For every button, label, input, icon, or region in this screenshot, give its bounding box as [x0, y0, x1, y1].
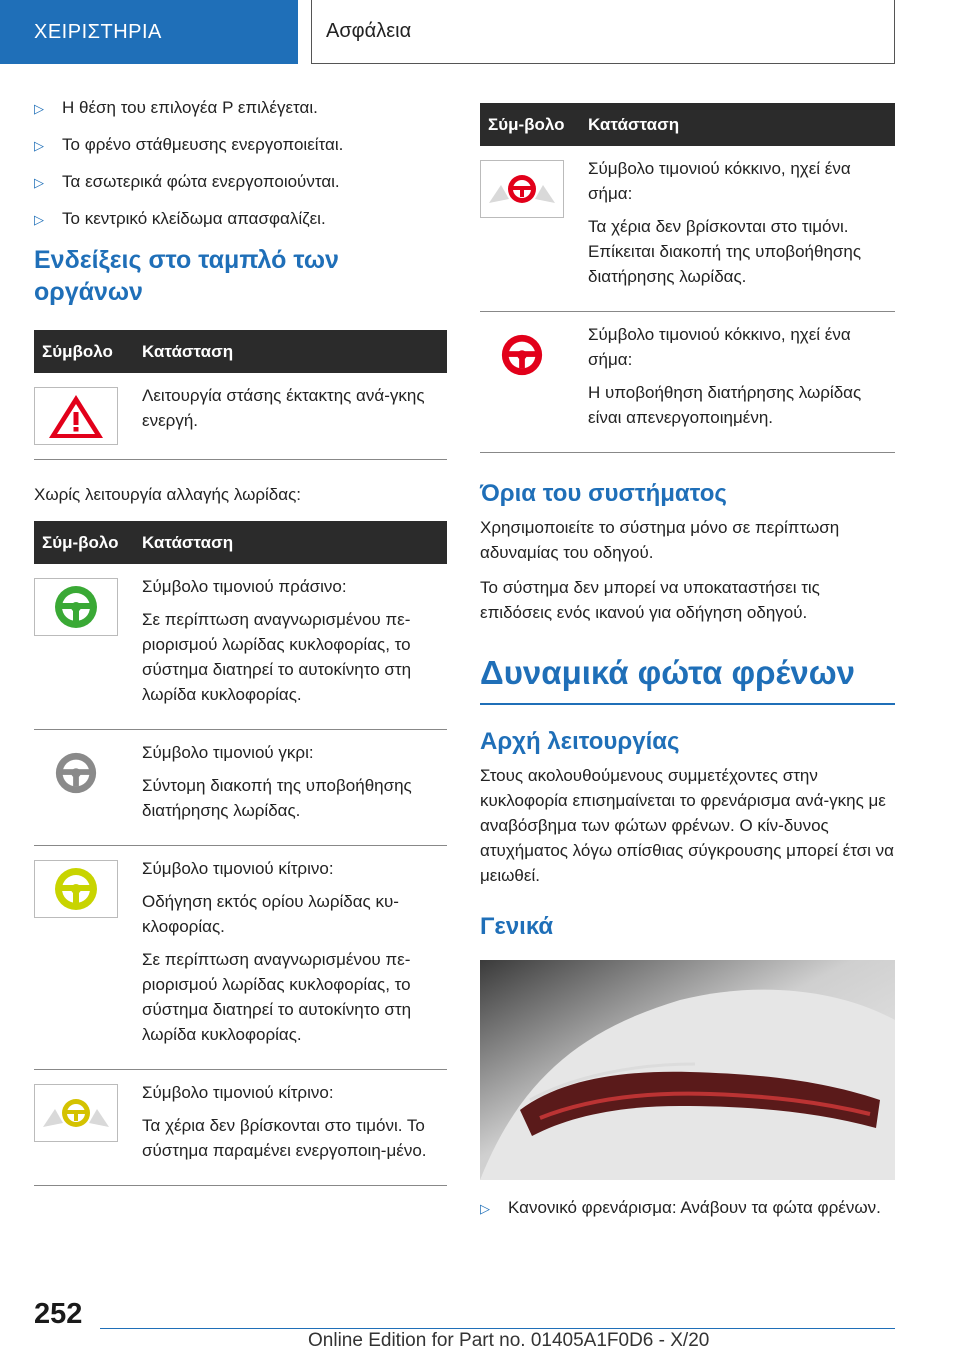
left-column [34, 96, 447, 1186]
table-row [34, 730, 447, 846]
table-row [34, 564, 447, 730]
symbol-table-red [480, 103, 895, 453]
state-text: Σε περίπτωση αναγνωρισμένου πε-ριορισμού λωρίδας κυκλοφορίας, το σύστημα διατηρεί το αυτοκίνητο στη λωρίδα κυκλοφορίας. [142, 950, 412, 1044]
triangle-bullet-icon: ▷ [34, 138, 44, 153]
table-header [480, 103, 895, 146]
bullet-item [34, 207, 447, 232]
state-text: Σύντομη διακοπή της υποβοήθησης διατήρησης λωρίδας. [142, 776, 412, 820]
bullet-item [34, 96, 447, 121]
bullet-text: Η θέση του επιλογέα P επιλέγεται. [62, 98, 318, 117]
bullet-text: Το κεντρικό κλείδωμα απασφαλίζει. [62, 209, 326, 228]
table-header [34, 330, 447, 373]
table-row [480, 312, 895, 453]
state-text: Τα χέρια δεν βρίσκονται στο τιμόνι. Το σύστημα παραμένει ενεργοποιη-μένο. [142, 1116, 427, 1160]
state-title: Σύμβολο τιμονιού κίτρινο: [142, 1083, 334, 1102]
table-row [34, 373, 447, 460]
state-text: Τα χέρια δεν βρίσκονται στο τιμόνι. Επίκειται διακοπή της υποβοήθησης διατήρησης λωρίδας. [588, 217, 862, 286]
col-symbol: Σύμβολο [34, 330, 134, 373]
table-row [480, 146, 895, 312]
bullet-item [34, 170, 447, 195]
bullet-text: Κανονικό φρενάρισμα: Ανάβουν τα φώτα φρένων. [508, 1198, 881, 1217]
right-column [480, 103, 895, 1233]
steering-wheel-yellow-icon [34, 860, 118, 918]
triangle-bullet-icon: ▷ [34, 175, 44, 190]
limits-paragraph-1: Χρησιμοποιείτε το σύστημα μόνο σε περίπτωση αδυναμίας του οδηγού. [480, 518, 840, 562]
edition-text: Online Edition for Part no. 01405A1F0D6 - X/20 [308, 1330, 710, 1351]
steering-wheel-hands-yellow-icon [34, 1084, 118, 1142]
section-title: ΧΕΙΡΙΣΤΗΡΙΑ [34, 20, 162, 43]
chapter-title: Ασφάλεια [326, 20, 412, 42]
triangle-bullet-icon: ▷ [480, 1201, 490, 1216]
brake-light-photo [480, 960, 895, 1180]
symbol-table-steering [34, 521, 447, 1186]
state-title: Σύμβολο τιμονιού κόκκινο, ηχεί ένα σήμα: [588, 325, 851, 369]
col-state: Κατάσταση [134, 330, 447, 373]
state-text: Η υποβοήθηση διατήρησης λωρίδας είναι απενεργοποιημένη. [588, 383, 862, 427]
symbol-table-emergency [34, 330, 447, 460]
lane-change-intro: Χωρίς λειτουργία αλλαγής λωρίδας: [34, 485, 301, 504]
general-heading: Γενικά [480, 913, 554, 940]
steering-wheel-red-icon [480, 326, 564, 384]
col-state: Κατάσταση [580, 103, 895, 146]
section-heading: Ενδείξεις στο ταμπλό των οργάνων [34, 246, 339, 306]
limits-paragraph-2: Το σύστημα δεν μπορεί να υποκαταστήσει τις επιδόσεις ενός ικανού για οδήγηση οδηγού. [480, 578, 820, 622]
principle-heading: Αρχή λειτουργίας [480, 728, 680, 755]
steering-wheel-green-icon [34, 578, 118, 636]
bullet-item [34, 133, 447, 158]
bullet-text: Τα εσωτερικά φώτα ενεργοποιούνται. [62, 172, 340, 191]
state-title: Σύμβολο τιμονιού κίτρινο: [142, 859, 334, 878]
bullet-item [480, 1196, 895, 1221]
state-title: Σύμβολο τιμονιού κόκκινο, ηχεί ένα σήμα: [588, 159, 851, 203]
state-text: Οδήγηση εκτός ορίου λωρίδας κυ-κλοφορίας. [142, 892, 399, 936]
limits-heading: Όρια του συστήματος [480, 480, 727, 507]
triangle-bullet-icon: ▷ [34, 212, 44, 227]
section-tab [0, 0, 298, 64]
state-text: Σε περίπτωση αναγνωρισμένου πε-ριορισμού λωρίδας κυκλοφορίας, το σύστημα διατηρεί το αυτοκίνητο στη λωρίδα κυκλοφορίας. [142, 610, 412, 704]
page-number: 252 [34, 1298, 83, 1330]
principle-paragraph: Στους ακολουθούμενους συμμετέχοντες στην κυκλοφορία επισημαίνεται το φρενάρισμα ανά-γκης με αναβόσβημα των φώτων φρένων. Ο κίν-δυνος ατυχήματος λόγω οπίσθιας σύγκρουσης μπορεί έτσι να μειωθεί. [480, 766, 895, 885]
col-symbol: Σύμ-βολο [34, 521, 134, 564]
col-symbol: Σύμ-βολο [480, 103, 580, 146]
chapter-tab [311, 0, 895, 64]
table-row [34, 846, 447, 1070]
steering-wheel-grey-icon [34, 744, 118, 802]
steering-wheel-hands-red-icon [480, 160, 564, 218]
triangle-bullet-icon: ▷ [34, 101, 44, 116]
table-header [34, 521, 447, 564]
footer-divider [100, 1328, 895, 1329]
bullet-text: Το φρένο στάθμευσης ενεργοποιείται. [62, 135, 344, 154]
state-text: Λειτουργία στάσης έκτακτης ανά-γκης ενεργή. [142, 386, 425, 430]
table-row [34, 1070, 447, 1186]
warning-triangle-icon [34, 387, 118, 445]
dynamic-brake-lights-heading: Δυναμικά φώτα φρένων [480, 653, 895, 705]
state-title: Σύμβολο τιμονιού γκρι: [142, 743, 314, 762]
col-state: Κατάσταση [134, 521, 447, 564]
state-title: Σύμβολο τιμονιού πράσινο: [142, 577, 347, 596]
